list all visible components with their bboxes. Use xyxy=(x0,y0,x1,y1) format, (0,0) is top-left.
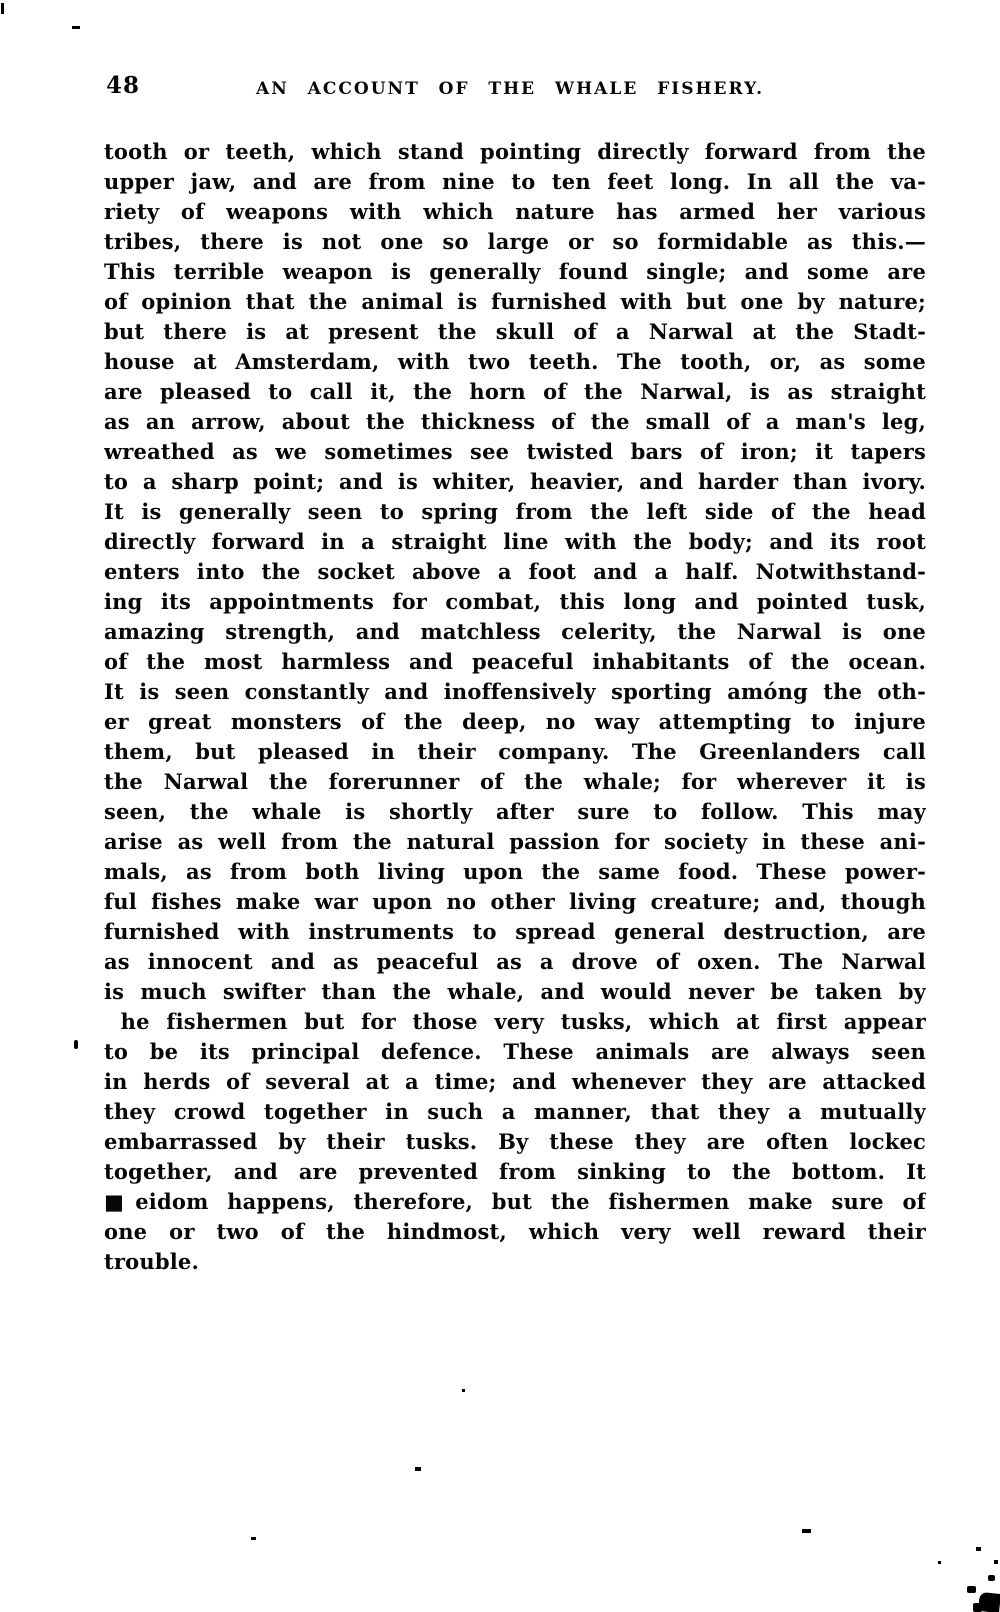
text-line: tribes, there is not one so large or so formidable as this.— xyxy=(104,229,926,254)
text-line: but there is at present the skull of a Narwal at the Stadt- xyxy=(104,319,926,344)
page-number: 48 xyxy=(106,72,141,99)
text-line: furnished with instruments to spread general destruction, are xyxy=(104,919,926,944)
text-line: seen, the whale is shortly after sure to follow. This may xyxy=(104,799,926,824)
text-line: upper jaw, and are from nine to ten feet long. In all the va- xyxy=(104,169,926,194)
text-line: amazing strength, and matchless celerity, the Narwal is one xyxy=(104,619,926,644)
text-line: one or two of the hindmost, which very well reward their xyxy=(104,1219,926,1244)
text-line: as innocent and as peaceful as a drove of oxen. The Narwal xyxy=(104,949,926,974)
text-line: This terrible weapon is generally found single; and some are xyxy=(104,259,926,284)
text-line: together, and are prevented from sinking to the bottom. It xyxy=(104,1159,926,1184)
text-line: them, but pleased in their company. The Greenlanders call xyxy=(104,739,926,764)
text-line: directly forward in a straight line with the body; and its root xyxy=(104,529,926,554)
running-header-title: AN ACCOUNT OF THE WHALE FISHERY. xyxy=(256,79,764,99)
body-text xyxy=(104,137,926,1277)
ink-speck xyxy=(938,1561,941,1564)
text-line: are pleased to call it, the horn of the Narwal, is as straight xyxy=(104,379,926,404)
text-line: tooth or teeth, which stand pointing directly forward from the xyxy=(104,139,926,164)
ink-speck xyxy=(994,1560,998,1564)
text-line: It is seen constantly and inoffensively sporting amóng the oth- xyxy=(104,679,926,704)
ink-speck xyxy=(74,1040,78,1049)
text-line: ■eidom happens, therefore, but the fishermen make sure of xyxy=(104,1189,926,1214)
ink-speck xyxy=(72,26,80,29)
corner-ink-smudge xyxy=(988,1575,995,1581)
text-line: they crowd together in such a manner, that they a mutually xyxy=(104,1099,926,1124)
ink-speck xyxy=(1,3,4,14)
text-line: mals, as from both living upon the same food. These power- xyxy=(104,859,926,884)
text-line: the Narwal the forerunner of the whale; for wherever it is xyxy=(104,769,926,794)
text-line: as an arrow, about the thickness of the small of a man's leg, xyxy=(104,409,926,434)
ink-speck xyxy=(462,1389,465,1392)
ink-speck xyxy=(976,1547,981,1551)
text-line: wreathed as we sometimes see twisted bars of iron; it tapers xyxy=(104,439,926,464)
text-line: arise as well from the natural passion for society in these ani- xyxy=(104,829,926,854)
text-line: of opinion that the animal is furnished with but one by nature; xyxy=(104,289,926,314)
corner-ink-smudge xyxy=(967,1586,976,1593)
text-line: to be its principal defence. These animals are always seen xyxy=(104,1039,926,1064)
ink-speck xyxy=(251,1537,256,1540)
ink-speck xyxy=(802,1529,811,1533)
text-line: he fishermen but for those very tusks, which at first appear xyxy=(104,1009,926,1034)
text-line: house at Amsterdam, with two teeth. The tooth, or, as some xyxy=(104,349,926,374)
text-line: trouble. xyxy=(104,1249,199,1274)
text-line: enters into the socket above a foot and a half. Notwithstand- xyxy=(104,559,926,584)
text-line: ful fishes make war upon no other living creature; and, though xyxy=(104,889,926,914)
text-line: er great monsters of the deep, no way attempting to injure xyxy=(104,709,926,734)
corner-ink-smudge xyxy=(973,1603,982,1612)
text-line: It is generally seen to spring from the left side of the head xyxy=(104,499,926,524)
text-line: of the most harmless and peaceful inhabitants of the ocean. xyxy=(104,649,926,674)
text-line: is much swifter than the whale, and would never be taken by xyxy=(104,979,926,1004)
text-line: ing its appointments for combat, this long and pointed tusk, xyxy=(104,589,926,614)
text-line: to a sharp point; and is whiter, heavier, and harder than ivory. xyxy=(104,469,926,494)
text-line: in herds of several at a time; and whenever they are attacked xyxy=(104,1069,926,1094)
text-line: embarrassed by their tusks. By these they are often lockec xyxy=(104,1129,926,1154)
ink-speck xyxy=(415,1467,421,1471)
text-line: riety of weapons with which nature has armed her various xyxy=(104,199,926,224)
